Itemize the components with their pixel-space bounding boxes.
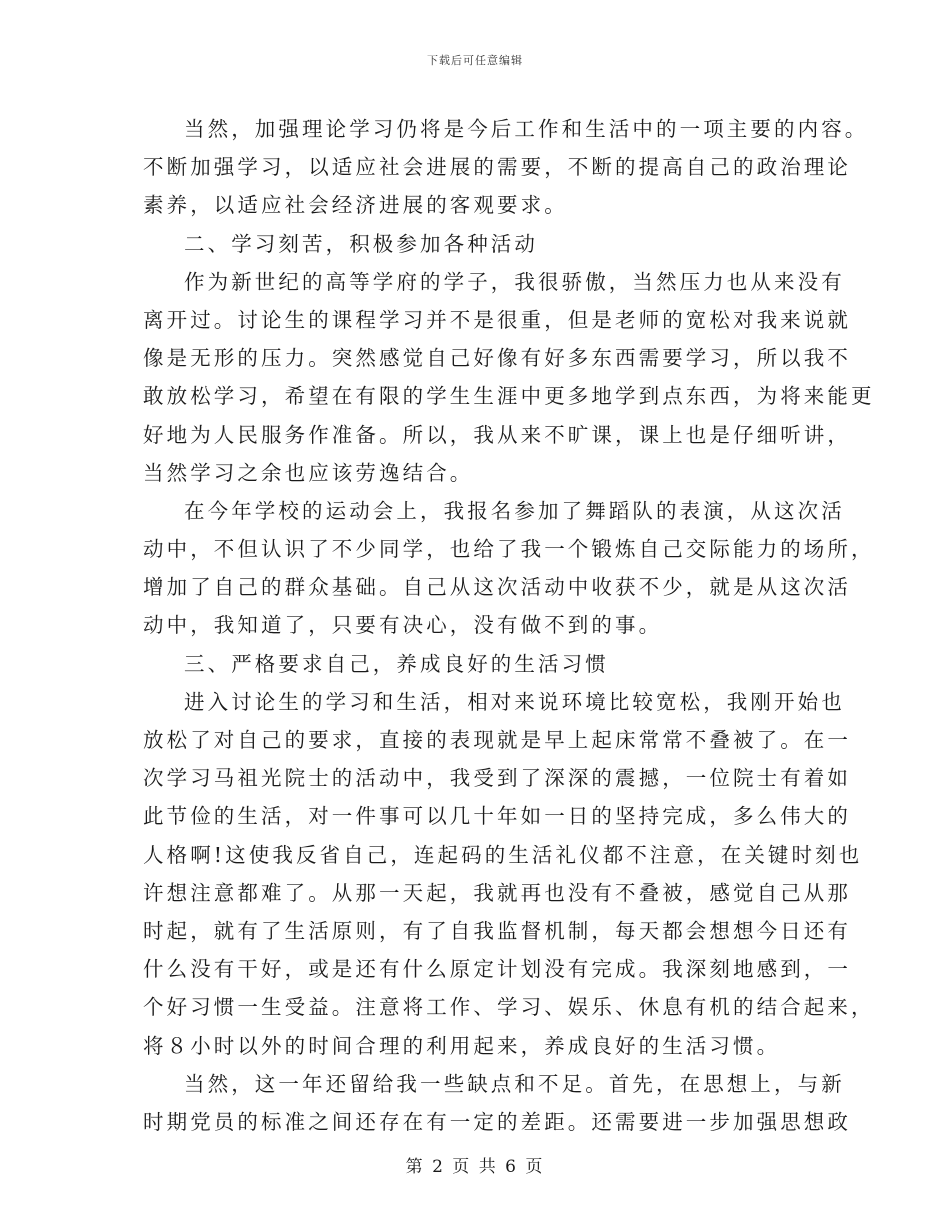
text-line: 三、严格要求自己，养成良好的生活习惯 bbox=[184, 651, 609, 676]
text-line: 在今年学校的运动会上，我报名参加了舞蹈队的表演，从这次活 bbox=[184, 498, 845, 523]
document-body bbox=[143, 110, 875, 1141]
text-line: 人格啊!这使我反省自己，连起码的生活礼仪都不注意，在关键时刻也 bbox=[143, 842, 863, 867]
text-line: 二、学习刻苦，积极参加各种活动 bbox=[184, 231, 538, 256]
text-line: 许想注意都难了。从那一天起，我就再也没有不叠被，感觉自己从那 bbox=[143, 880, 851, 905]
text-line: 不断加强学习，以适应社会进展的需要，不断的提高自己的政治理论 bbox=[143, 155, 851, 180]
text-line: 敢放松学习，希望在有限的学生生涯中更多地学到点东西，为将来能更 bbox=[143, 384, 875, 409]
text-line: 素养，以适应社会经济进展的客观要求。 bbox=[143, 193, 568, 218]
text-line: 次学习马祖光院士的活动中，我受到了深深的震撼，一位院士有着如 bbox=[143, 766, 851, 791]
text-line: 放松了对自己的要求，直接的表现就是早上起床常常不叠被了。在一 bbox=[143, 728, 851, 752]
text-line: 当然，加强理论学习仍将是今后工作和生活中的一项主要的内容。 bbox=[184, 117, 869, 141]
text-line: 增加了自己的群众基础。自己从这次活动中收获不少，就是从这次活 bbox=[143, 575, 851, 600]
text-line: 进入讨论生的学习和生活，相对来说环境比较宽松，我刚开始也 bbox=[184, 689, 845, 714]
text-line: 动中，不但认识了不少同学，也给了我一个锻炼自己交际能力的场所， bbox=[143, 537, 875, 562]
text-line: 什么没有干好，或是还有什么原定计划没有完成。我深刻地感到，一 bbox=[143, 957, 851, 982]
text-line: 时期党员的标准之间还存在有一定的差距。还需要进一步加强思想政 bbox=[143, 1109, 851, 1134]
text-line: 像是无形的压力。突然感觉自己好像有好多东西需要学习，所以我不 bbox=[143, 346, 851, 371]
page-number: 第 2 页 共 6 页 bbox=[405, 1157, 545, 1177]
text-line: 好地为人民服务作准备。所以，我从来不旷课，课上也是仔细听讲， bbox=[143, 422, 851, 447]
text-line: 个好习惯一生受益。注意将工作、学习、娱乐、休息有机的结合起来， bbox=[143, 995, 875, 1020]
text-line: 作为新世纪的高等学府的学子，我很骄傲，当然压力也从来没有 bbox=[184, 269, 845, 294]
page-header: 下载后可任意编辑 bbox=[427, 54, 523, 67]
text-line: 当然学习之余也应该劳逸结合。 bbox=[143, 460, 474, 485]
text-line: 当然，这一年还留给我一些缺点和不足。首先，在思想上，与新 bbox=[184, 1071, 845, 1096]
text-line: 动中，我知道了，只要有决心，没有做不到的事。 bbox=[143, 613, 663, 638]
text-line: 时起，就有了生活原则，有了自我监督机制，每天都会想想今日还有 bbox=[143, 918, 851, 943]
text-line: 离开过。讨论生的课程学习并不是很重，但是老师的宽松对我来说就 bbox=[143, 307, 851, 332]
text-line: 将８小时以外的时间合理的利用起来，养成良好的生活习惯。 bbox=[143, 1033, 781, 1058]
text-line: 此节俭的生活，对一件事可以几十年如一日的坚持完成，多么伟大的 bbox=[143, 804, 851, 829]
